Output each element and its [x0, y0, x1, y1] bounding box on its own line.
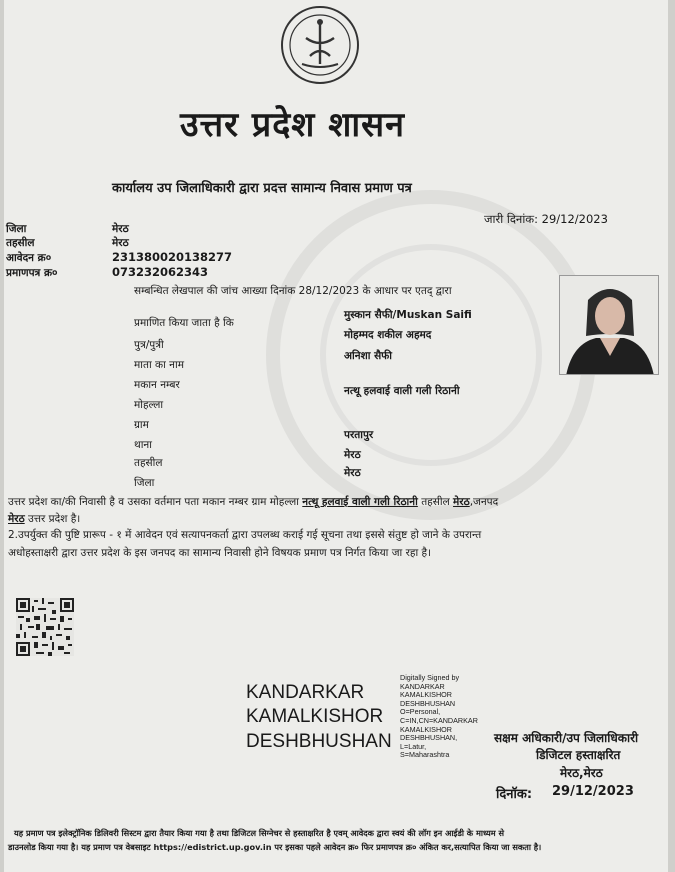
- certificate-number: 073232062343: [112, 265, 209, 279]
- digitally-signed-label: डिजिटल हस्ताक्षरित: [536, 748, 621, 762]
- certificate-subtitle: कार्यालय उप जिलाधिकारी द्वारा प्रदत्त सामान्य निवास प्रमाण पत्र: [112, 181, 412, 196]
- mother-name: अनिशा सैफी: [344, 350, 392, 362]
- signer-name-line3: DESHBHUSHAN: [246, 731, 392, 752]
- page-title: उत्तर प्रदेश शासन: [180, 105, 406, 145]
- dsig-line: O=Personal,: [400, 707, 441, 717]
- district-detail-value: मेरठ: [344, 467, 361, 479]
- residence-line2: [8, 512, 80, 526]
- tehsil-value: मेरठ: [112, 237, 129, 249]
- dsig-line: KAMALKISHOR: [400, 690, 452, 700]
- certificate-label: प्रमाणपत्र क्र०: [6, 267, 58, 279]
- father-name: मोहम्मद शकील अहमद: [344, 329, 432, 341]
- dsig-line: C=IN,CN=KANDARKAR: [400, 715, 478, 725]
- footer-note-line1: यह प्रमाण पत्र इलेक्ट्रॉनिक डिलिवरी सिस्टम द्वारा तैयार किया गया है तथा डिजिटल सिग्नेचर से हस्ताक्षरित है एवम् आवेदक द्वारा स्वयं की लॉग इन आईडी के माध्यम से: [14, 828, 505, 838]
- tehsil-label: तहसील: [6, 237, 35, 249]
- watermark-seal: [266, 190, 596, 520]
- dsig-line: S=Maharashtra: [400, 750, 450, 760]
- residence-text-b: तहसील: [421, 496, 450, 508]
- verification-line1: 2.उपर्युक्त की पुष्टि प्रारूप - १ में आवेदन एवं सत्यापनकर्ता द्वारा उपलब्ध कराई गई सूचना तथा इससे संतुष्ट हो जाने के उपरान्त: [8, 529, 482, 541]
- district-value: मेरठ: [112, 223, 129, 235]
- certificate-page: [4, 0, 668, 872]
- applicant-name: मुस्कान सैफी/Muskan Saifi: [344, 309, 472, 321]
- residence-text-a: उत्तर प्रदेश का/की निवासी है व उसका वर्तमान पता मकान नम्बर ग्राम मोहल्ला: [8, 496, 299, 508]
- district-label: जिला: [6, 223, 27, 235]
- verification-line2: अधोहस्ताक्षरी द्वारा उत्तर प्रदेश के इस जनपद का सामान्य निवासी होने विषयक प्रमाण पत्र निर्गत किया जा रहा है।: [8, 547, 432, 559]
- signer-name-line2: KAMALKISHOR: [246, 706, 384, 727]
- digital-signature-details: [400, 674, 478, 760]
- district-detail-label: जिला: [134, 477, 155, 489]
- certify-label: प्रमाणित किया जाता है कि: [134, 317, 234, 329]
- application-number: 231380020138277: [112, 250, 233, 264]
- dsig-line: DESHBHUSHAN: [400, 698, 456, 708]
- residence-mohalla: नत्थू हलवाई वाली गली रिठानी: [302, 496, 418, 508]
- issue-date: जारी दिनांक: 29/12/2023: [484, 212, 608, 226]
- intro-line: सम्बन्धित लेखपाल की जांच आख्या दिनांक 28/12/2023 के आधार पर एतद् द्वारा: [134, 285, 452, 297]
- footer-note-line2: डाउनलोड किया गया है। यह प्रमाण पत्र वेबसाइट https://edistrict.up.gov.in पर इसका पहले आवेदन क्र० फिर प्रमाणपत्र क्र० अंकित कर,सत्यापित किया जा सकता है।: [8, 842, 542, 852]
- dsig-line: KANDARKAR: [400, 681, 445, 691]
- signature-date-label: दिनॉक:: [496, 787, 533, 802]
- tehsil-detail-label: तहसील: [134, 457, 163, 469]
- dsig-line: DESHBHUSHAN,: [400, 733, 458, 743]
- applicant-photo: [559, 275, 659, 375]
- village-label: ग्राम: [134, 419, 149, 431]
- residence-tehsil: मेरठ: [453, 496, 470, 508]
- mother-label: माता का नाम: [134, 359, 184, 371]
- child-of-label: पुत्र/पुत्री: [134, 339, 164, 351]
- residence-text-c: ,जनपद: [469, 496, 499, 508]
- mohalla-value: नत्थू हलवाई वाली गली रिठानी: [344, 385, 460, 397]
- application-label: आवेदन क्र०: [6, 252, 52, 264]
- tehsil-detail-value: मेरठ: [344, 449, 361, 461]
- residence-paragraph: [8, 495, 498, 509]
- mohalla-label: मोहल्ला: [134, 399, 164, 411]
- signature-date: 29/12/2023: [552, 784, 634, 799]
- thana-label: थाना: [134, 439, 152, 451]
- officer-location: मेरठ,मेरठ: [560, 766, 603, 780]
- thana-value: परतापुर: [344, 429, 374, 441]
- residence-district: मेरठ: [8, 513, 25, 525]
- state-emblem-icon: [276, 4, 364, 86]
- house-label: मकान नम्बर: [134, 379, 180, 391]
- dsig-line: L=Latur,: [400, 741, 427, 751]
- residence-text-d: उत्तर प्रदेश है।: [28, 513, 81, 525]
- officer-designation: सक्षम अधिकारी/उप जिलाधिकारी: [494, 731, 639, 745]
- dsig-line: Digitally Signed by: [400, 673, 460, 682]
- dsig-line: KAMALKISHOR: [400, 724, 452, 734]
- qr-code: [16, 598, 74, 656]
- signer-name-line1: KANDARKAR: [246, 682, 365, 703]
